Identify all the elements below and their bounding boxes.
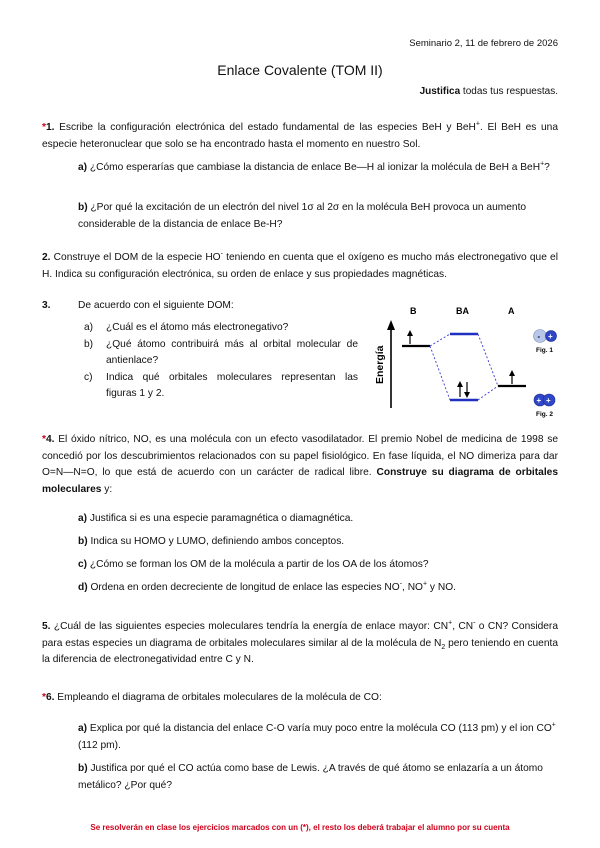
fig1-label: Fig. 1 <box>536 347 553 354</box>
fig1-orbital <box>534 330 557 343</box>
fig2-sign-right: + <box>546 396 551 405</box>
q6-part-a <box>78 721 558 754</box>
q5-text-d: pero teniendo en cuenta la diferencia de electronegatividad entre C y N. <box>42 637 558 665</box>
q2-number: 2. <box>42 252 51 263</box>
energy-axis-label: Energía <box>374 345 386 384</box>
fig2-sign-left: + <box>536 396 542 405</box>
q4-part-c <box>78 557 558 574</box>
q6-b-label: b) <box>78 763 88 774</box>
q3-item-a <box>84 320 358 337</box>
q6-a-sup: + <box>551 721 556 729</box>
justify-note <box>420 86 558 97</box>
dash-b-bonding <box>430 346 450 400</box>
header-date: Seminario 2, 11 de febrero de 2026 <box>409 38 558 49</box>
q4-c-text: ¿Cómo se forman los OM de la molécula a partir de los OA de los átomos? <box>87 559 429 570</box>
justify-bold: Justifica <box>419 86 461 97</box>
q4-part-b <box>78 534 558 551</box>
q6-part-b <box>78 761 558 794</box>
mo-diagram <box>368 300 563 425</box>
fig2-orbital <box>534 394 555 406</box>
q1-a-sup: + <box>540 160 545 168</box>
question-5 <box>42 619 558 669</box>
q4-text: El óxido nítrico, NO, es una molécula con un efecto vasodilatador. El premio Nobel de medicina de 1998 se concedió por los descubrimientos relacionados con su papel fisiológico. En fase líquida, el NO dimeriza para dar O=N—N=O, lo que está de acuerdo con un carácter de radical libre. <box>42 434 558 478</box>
q1-sup: + <box>475 120 481 128</box>
question-6 <box>42 690 558 707</box>
q1-a-text-b: ? <box>544 162 550 173</box>
q4-a-text: Justifica si es una especie paramagnética o diamagnética. <box>87 513 354 524</box>
q5-text-a: ¿Cuál de las siguientes especies moleculares tendría la energía de enlace mayor: CN <box>50 621 449 632</box>
q2-text-b: teniendo en cuenta que el oxígeno es mucho más electronegativo que el H. Indica su configuración electrónica, su orden de enlace y sus propiedades magnéticas. <box>42 252 558 280</box>
q6-a-text-b: (112 pm). <box>78 739 121 751</box>
q6-a-text-a: Explica por qué la distancia del enlace C-O varía muy poco entre la molécula CO (113 pm) y el ion CO <box>87 723 552 734</box>
page-title: Enlace Covalente (TOM II) <box>217 62 383 78</box>
q3-number <box>42 298 51 315</box>
q5-sup2: - <box>473 619 476 627</box>
q3-item-a-text: ¿Cuál es el átomo más electronegativo? <box>106 322 289 333</box>
electron-b-up-head <box>407 330 413 336</box>
q4-d-text-a: Ordena en orden decreciente de longitud de enlace las especies NO <box>87 582 400 593</box>
q6-text: Empleando el diagrama de orbitales moleculares de la molécula de CO: <box>54 692 382 703</box>
justify-rest: todas tus respuestas. <box>460 86 558 97</box>
electron-ba-down-head <box>464 392 470 398</box>
q4-c-label: c) <box>78 559 88 570</box>
q3-item-b-text: ¿Qué átomo contribuirá más al orbital molecular de antienlace? <box>106 338 358 366</box>
q5-sup1: + <box>448 619 453 627</box>
q4-d-text-c: y NO. <box>427 582 456 593</box>
q4-d-sup2: + <box>422 580 428 588</box>
q5-number: 5. <box>42 621 51 632</box>
footer-note: Se resolverán en clase los ejercicios marcados con un (*), el resto los deberá trabajar el alumno por su cuenta <box>90 823 510 832</box>
q6-number: 6. <box>45 692 55 703</box>
q1-a-text-a: ¿Cómo esperarías que cambiase la distancia de enlace Be—H al ionizar la molécula de BeH a BeH <box>87 162 541 173</box>
q4-d-sup1: - <box>399 580 403 588</box>
q4-b-text: Indica su HOMO y LUMO, definiendo ambos conceptos. <box>87 536 345 547</box>
q3-number-text: 3. <box>42 300 51 311</box>
question-1 <box>42 120 558 153</box>
q1-part-a <box>78 160 558 177</box>
q4-end-text: y: <box>101 483 113 495</box>
q1-text-b: . El BeH es una especie heteronuclear que solo se ha encontrado hasta el momento en nuestro Sol. <box>42 122 558 150</box>
dash-a-bonding <box>478 386 498 400</box>
q4-d-text-b: , NO <box>402 582 423 593</box>
dash-b-antibonding <box>430 334 450 346</box>
q1-a-label: a) <box>78 162 88 173</box>
q5-sub1: 2 <box>441 643 446 651</box>
question-2 <box>42 250 558 283</box>
q1-text-a: Escribe la configuración electrónica del estado fundamental de las especies BeH y BeH <box>54 122 476 133</box>
q4-part-a <box>78 511 558 528</box>
q3-item-c-text: Indica qué orbitales moleculares representan las figuras 1 y 2. <box>106 371 358 399</box>
question-4 <box>42 432 558 498</box>
diagram-label-ba: BA <box>456 306 469 316</box>
fig2-label: Fig. 2 <box>536 411 553 418</box>
q6-a-label: a) <box>78 723 88 734</box>
electron-a-up-head <box>509 370 515 376</box>
q3-item-b <box>84 337 358 370</box>
fig1-sign-left: - <box>537 332 541 341</box>
diagram-label-a: A <box>508 306 515 316</box>
q4-d-label: d) <box>78 582 88 593</box>
q5-text-c: o CN? Considera para estas especies un diagrama de orbitales moleculares similar al de la molécula de N <box>42 621 558 649</box>
q3-list <box>84 320 358 403</box>
diagram-label-b: B <box>410 306 417 316</box>
fig1-sign-right: + <box>548 332 553 341</box>
q1-number: 1. <box>45 122 55 133</box>
q1-star: * <box>42 122 46 133</box>
q6-star: * <box>42 692 46 703</box>
q1-part-b <box>78 200 558 233</box>
q2-sup: - <box>220 250 223 258</box>
dash-a-antibonding <box>478 334 498 386</box>
q4-part-d <box>78 580 558 597</box>
q4-star: * <box>42 434 46 445</box>
q1-b-label: b) <box>78 202 88 213</box>
q3-item-c <box>84 370 358 403</box>
q1-b-text: ¿Por qué la excitación de un electrón del nivel 1σ al 2σ en la molécula BeH provoca un aumento considerable de la distancia de enlace Be-H? <box>78 202 527 230</box>
q4-bold-text: Construye su diagrama de orbitales moleculares <box>42 467 558 495</box>
q3-item-b-label: b) <box>84 338 94 350</box>
q4-number: 4. <box>45 434 55 445</box>
q6-b-text: Justifica por qué el CO actúa como base de Lewis. ¿A través de qué átomo se enlazaría a un átomo metálico? ¿Por qué? <box>78 763 543 791</box>
q3-item-a-label: a) <box>84 322 94 333</box>
electron-ba-up-head <box>457 381 463 387</box>
energy-axis-arrowhead <box>387 320 395 330</box>
q4-b-label: b) <box>78 536 88 547</box>
q3-text: De acuerdo con el siguiente DOM: <box>78 300 234 311</box>
q4-a-label: a) <box>78 513 88 524</box>
q3-item-c-label: c) <box>84 371 93 383</box>
q5-text-b: , CN <box>452 621 474 632</box>
q2-text-a: Construye el DOM de la especie HO <box>50 252 221 263</box>
